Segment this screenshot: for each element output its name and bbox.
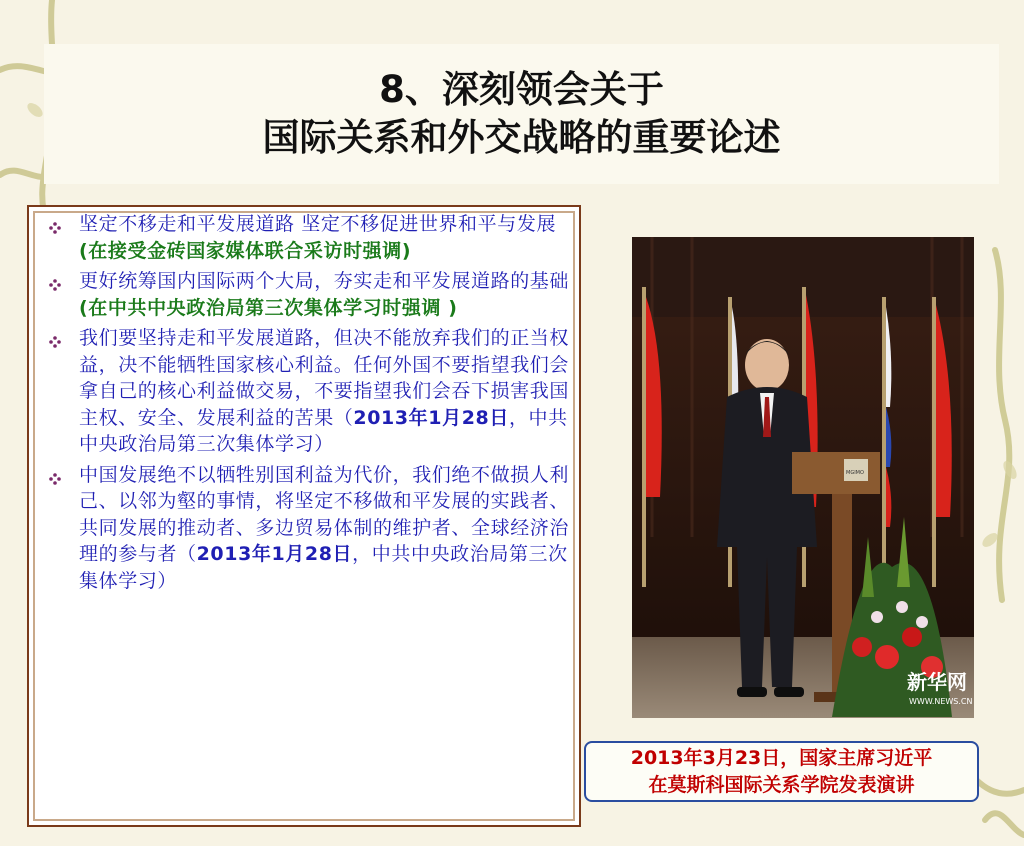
bullet-main-text: 更好统筹国内国际两个大局，夯实走和平发展道路的基础 — [79, 270, 570, 292]
list-item — [41, 462, 571, 595]
bullet-note-text: (在中共中央政治局第三次集体学习时强调 ) — [79, 296, 458, 319]
speech-photo — [632, 237, 974, 718]
photo-watermark-cn: 新华网 — [907, 670, 967, 694]
bullet-date: 2013年1月28日 — [353, 406, 509, 429]
podium-sign: MGIMO — [846, 470, 864, 476]
diamond-bullet-icon — [49, 336, 61, 348]
list-item — [41, 268, 571, 321]
bullet-main-text: 中国发展绝不以牺牲别国利益为代价，我们绝不做损人利己、以邻为壑的事情，将坚定不移做和平发展的实践者、共同发展的推动者、多边贸易体制的维护者、全球经济治理的参与者（ — [79, 463, 570, 565]
photo-caption — [584, 741, 979, 802]
content-panel — [27, 205, 581, 827]
list-item — [41, 211, 571, 264]
bullet-text — [79, 325, 571, 458]
bullet-list — [41, 211, 571, 598]
bullet-text — [79, 462, 571, 595]
diamond-bullet-icon — [49, 473, 61, 485]
caption-line2: 在莫斯科国际关系学院发表演讲 — [648, 774, 915, 796]
bullet-text — [79, 211, 571, 264]
bullet-note-text: (在接受金砖国家媒体联合采访时强调) — [79, 239, 412, 262]
speech-photo-illustration — [632, 237, 974, 718]
bullet-tail-text: ，中共中央政治局第三次集体学习） — [79, 543, 568, 592]
bullet-main-text: 我们要坚持走和平发展道路，但决不能放弃我们的正当权益，决不能牺牲国家核心利益。任何外国不要指望我们会拿自己的核心利益做交易，不要指望我们会吞下损害我国主权、安全、发展利益的苦果（ — [79, 327, 570, 429]
caption-line1-rest: ，国家主席习近平 — [780, 747, 933, 769]
diamond-bullet-icon — [49, 222, 61, 234]
photo-watermark-url: WWW.NEWS.CN — [909, 697, 973, 706]
list-item — [41, 325, 571, 458]
bullet-text — [79, 268, 571, 321]
slide-title-line2: 国际关系和外交战略的重要论述 — [262, 116, 781, 159]
slide-title-box — [44, 44, 999, 184]
slide-title-line1: 8、深刻领会关于 — [379, 68, 664, 111]
bullet-main-text: 坚定不移走和平发展道路 坚定不移促进世界和平与发展 — [79, 213, 557, 235]
caption-date: 2013年3月23日 — [630, 747, 781, 769]
bullet-date: 2013年1月28日 — [196, 543, 353, 565]
diamond-bullet-icon — [49, 279, 61, 291]
bullet-tail-text: ，中共中央政治局第三次集体学习） — [79, 406, 568, 455]
caption-line1 — [586, 745, 977, 772]
